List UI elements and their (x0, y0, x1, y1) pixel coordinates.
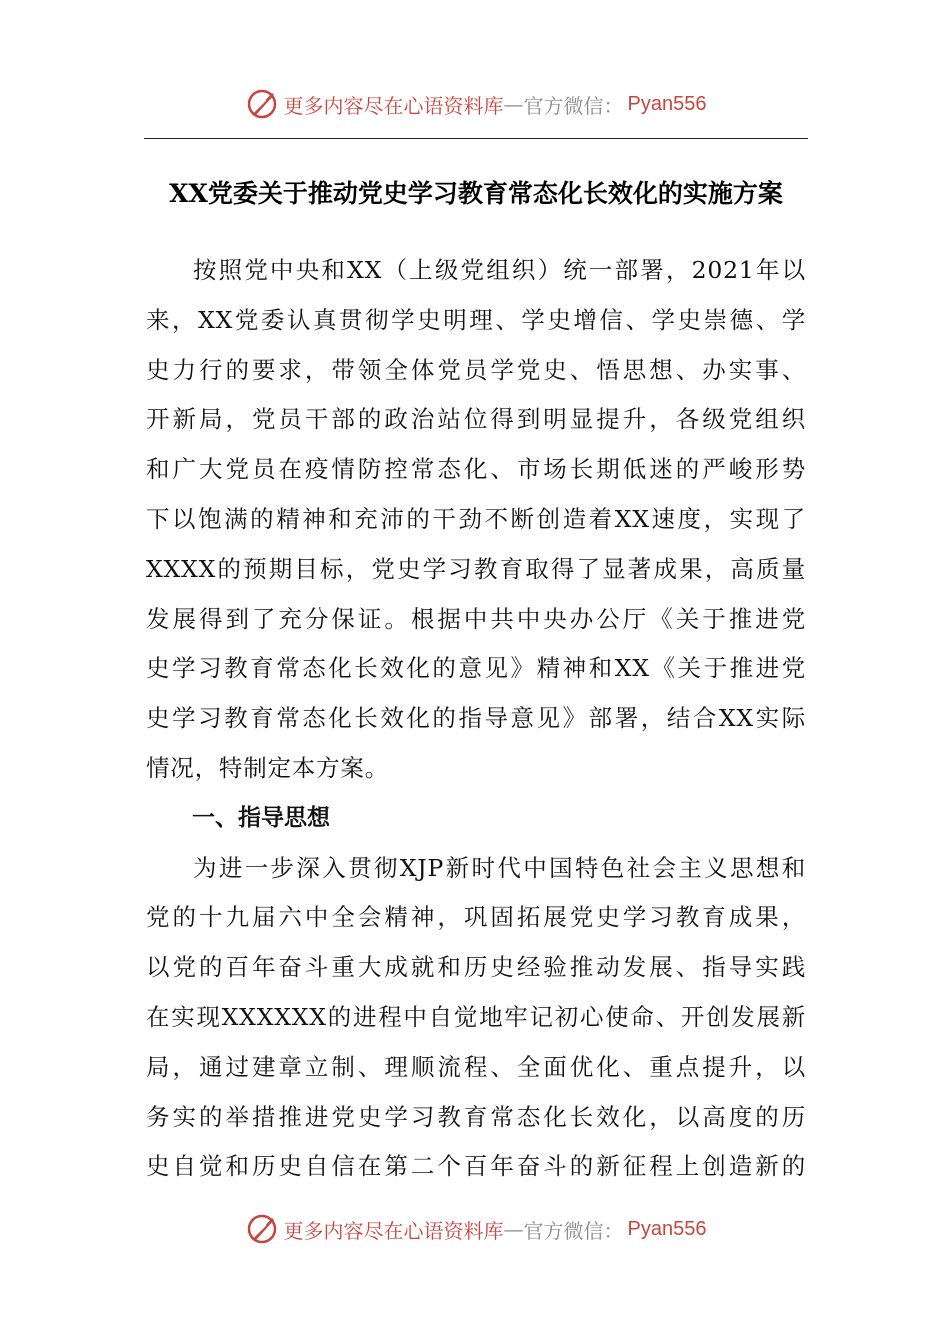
document-body (146, 246, 806, 1192)
watermark-wechat-id: Pyan556 (627, 1217, 707, 1240)
watermark-brand: 更多内容尽在心语资料库 (283, 93, 504, 118)
text-line: 史力行的要求，带领全体党员学党史、悟思想、办实事、 (146, 355, 806, 384)
text-line: 发展得到了充分保证。根据中共中央办公厅《关于推进党 (146, 604, 806, 633)
intro-paragraph (146, 246, 806, 794)
section-paragraph (146, 844, 806, 1193)
text-line: 情况，特制定本方案。 (146, 753, 389, 782)
section-heading-guiding-thought: 一、指导思想 (192, 804, 330, 831)
text-line: 和广大党员在疫情防控常态化、市场长期低迷的严峻形势 (146, 455, 806, 484)
footer-watermark (0, 1209, 950, 1249)
watermark-dash: — (503, 92, 524, 116)
text-line: 务实的举措推进党史学习教育常态化长效化，以高度的历 (146, 1102, 806, 1131)
text-line: 局，通过建章立制、理顺流程、全面优化、重点提升，以 (146, 1052, 806, 1081)
document-title: XX党委关于推动党史学习教育常态化长效化的实施方案 (169, 179, 783, 208)
text-line: XXXX的预期目标，党史学习教育取得了显著成果，高质量 (146, 554, 806, 583)
watermark-dash: — (503, 1217, 524, 1241)
watermark-brand: 更多内容尽在心语资料库 (283, 1218, 504, 1243)
header-divider (144, 138, 808, 139)
text-line: 开新局，党员干部的政治站位得到明显提升，各级党组织 (146, 405, 806, 434)
watermark-official-label: 官方微信： (523, 93, 624, 118)
text-line: 在实现XXXXXX的进程中自觉地牢记初心使命、开创发展新 (146, 1002, 806, 1031)
text-line: 来，XX党委认真贯彻学史明理、学史增信、学史崇德、学 (146, 305, 806, 334)
quill-pen-circle-icon (244, 1211, 280, 1247)
watermark-official-label: 官方微信： (523, 1218, 624, 1243)
quill-pen-circle-icon (244, 86, 280, 122)
text-line: 史学习教育常态化长效化的意见》精神和XX《关于推进党 (146, 654, 806, 683)
text-line: 以党的百年奋斗重大成就和历史经验推动发展、指导实践 (146, 953, 806, 982)
watermark-wechat-id: Pyan556 (627, 92, 707, 115)
text-line: 下以饱满的精神和充沛的干劲不断创造着XX速度，实现了 (146, 504, 806, 533)
text-line: 史学习教育常态化长效化的指导意见》部署，结合XX实际 (146, 704, 806, 733)
text-line: 为进一步深入贯彻XJP新时代中国特色社会主义思想和 (193, 853, 806, 882)
text-line: 史自觉和历史自信在第二个百年奋斗的新征程上创造新的 (146, 1152, 806, 1181)
header-watermark (0, 84, 950, 124)
text-line: 按照党中央和XX（上级党组织）统一部署，2021年以 (193, 256, 806, 284)
text-line: 党的十九届六中全会精神，巩固拓展党史学习教育成果， (146, 903, 806, 932)
